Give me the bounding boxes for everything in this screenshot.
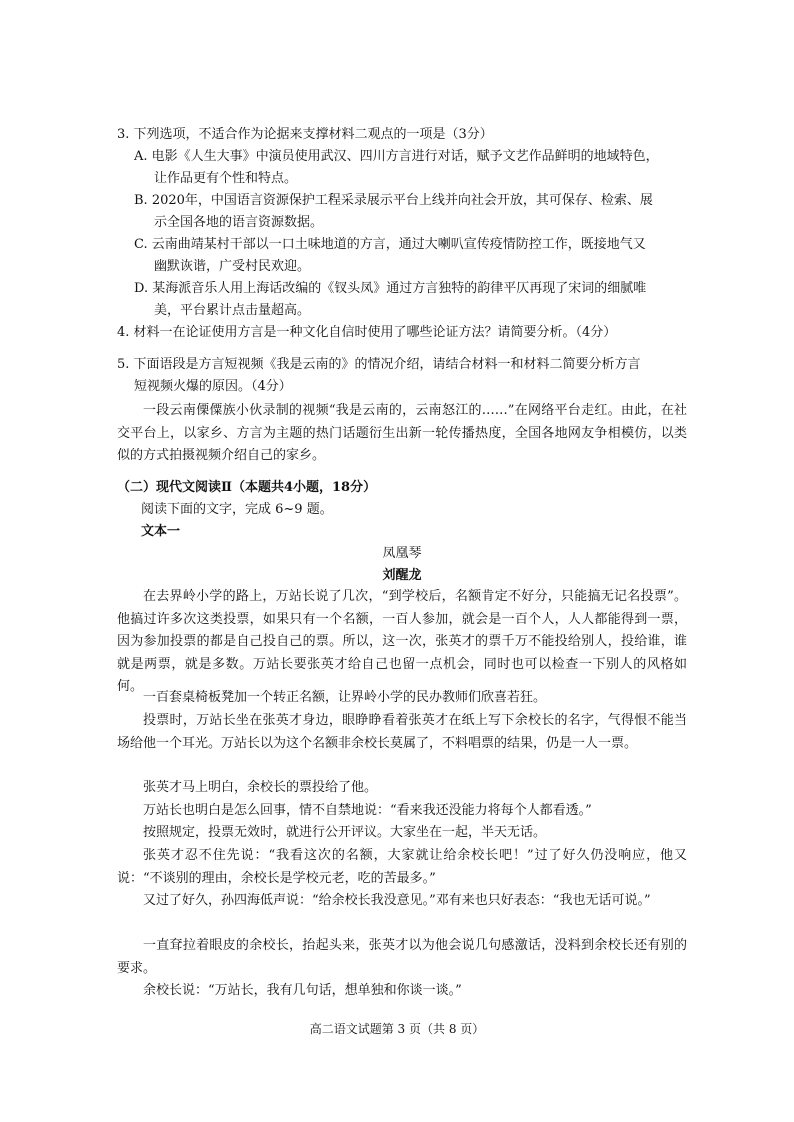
q3-option-b-line2: 示全国各地的语言资源数据。 xyxy=(154,215,324,230)
passage-author: 刘醒龙 xyxy=(382,568,422,583)
passage-paragraph: 又过了好久，孙四海低声说：“给余校长我没意见。”邓有来也只好表态：“我也无话可说。” xyxy=(143,893,651,908)
passage-paragraph: 张英才忍不住先说：“我看这次的名额，大家就让给余校长吧！”过了好久仍没响应，他又说：“不谈别的理由，余校长是学校元老，吃的苦最多。” xyxy=(117,848,687,886)
q3-option-a-line1: A. 电影《人生大事》中演员使用武汉、四川方言进行对话，赋予文艺作品鲜明的地域特色， xyxy=(134,149,659,164)
q5-passage: 一段云南傈僳族小伙录制的视频“我是云南的，云南怒江的……”在网络平台走红。由此，在社交平台上，以家乡、方言为主题的热门话题衍生出新一轮传播热度，全国各地网友争相模仿，以类似的方式拍摄视频介绍自己的家乡。 xyxy=(117,403,687,463)
passage-paragraph: 投票时，万站长坐在张英才身边，眼睁睁看着张英才在纸上写下余校长的名字，气得恨不能当场给他一个耳光。万站长以为这个名额非余校长莫属了，不料唱票的结果，仍是一人一票。 xyxy=(117,713,687,751)
passage-paragraph: 按照规定，投票无效时，就进行公开评议。大家坐在一起，半天无话。 xyxy=(143,825,547,840)
passage-paragraph: 余校长说：“万站长，我有几句话，想单独和你谈一谈。” xyxy=(143,983,462,998)
page-footer: 高二语文试题第 3 页（共 8 页） xyxy=(309,1022,485,1036)
q5-stem-line1: 5. 下面语段是方言短视频《我是云南的》的情况介绍，请结合材料一和材料二简要分析方言 xyxy=(117,357,641,372)
q3-option-c-line2: 幽默诙谐，广受村民欢迎。 xyxy=(154,259,311,274)
text-label: 文本一 xyxy=(141,524,181,539)
passage-paragraph: 在去界岭小学的路上，万站长说了几次，“到学校后，名额肯定不好分，只能搞无记名投票”。他搞过许多次这类投票，如果只有一个名额，一百人参加，就会是一百个人，人人都能得到一票，因为参加投票的都是自己投自己的票。所以，这一次，张英才的票千万不能投给别人，投给谁，谁就是两票，就是多数。万站长要张英才给自己也留一点机会，同时也可以检查一下别人的风格如何。 xyxy=(117,589,687,694)
q3-option-b-line1: B. 2020年，中国语言资源保护工程采录展示平台上线并向社会开放，其可保存、检索、展 xyxy=(134,193,653,208)
passage-paragraph: 一直耷拉着眼皮的余校长，抬起头来，张英才以为他会说几句感激话，没料到余校长还有别的要求。 xyxy=(117,938,687,976)
q3-option-d-line2: 美，平台累计点击量超高。 xyxy=(154,303,311,318)
q3-stem: 3. 下列选项，不适合作为论据来支撑材料二观点的一项是（3分） xyxy=(117,127,493,142)
section-heading: （二）现代文阅读Ⅱ（本题共4小题，18分） xyxy=(117,480,377,495)
passage-paragraph: 张英才马上明白，余校长的票投给了他。 xyxy=(143,780,378,795)
passage-paragraph: 万站长也明白是怎么回事，情不自禁地说：“看来我还没能力将每个人都看透。” xyxy=(143,803,592,818)
q3-option-c-line1: C. 云南曲靖某村干部以一口土味地道的方言，通过大喇叭宣传疫情防控工作，既接地气又 xyxy=(134,237,646,252)
passage-title: 凤凰琴 xyxy=(382,546,422,561)
section-instruction: 阅读下面的文字，完成 6~9 题。 xyxy=(141,502,333,517)
q3-option-d-line1: D. 某海派音乐人用上海话改编的《钗头凤》通过方言独特的韵律平仄再现了宋词的细腻唯 xyxy=(134,281,647,296)
q3-option-a-line2: 让作品更有个性和特点。 xyxy=(154,171,298,186)
q4-stem: 4. 材料一在论证使用方言是一种文化自信时使用了哪些论证方法？请简要分析。（4分） xyxy=(117,325,617,340)
q5-stem-line2: 短视频火爆的原因。（4分） xyxy=(134,379,292,394)
passage-paragraph: 一百套桌椅板凳加一个转正名额，让界岭小学的民办教师们欣喜若狂。 xyxy=(143,690,547,705)
